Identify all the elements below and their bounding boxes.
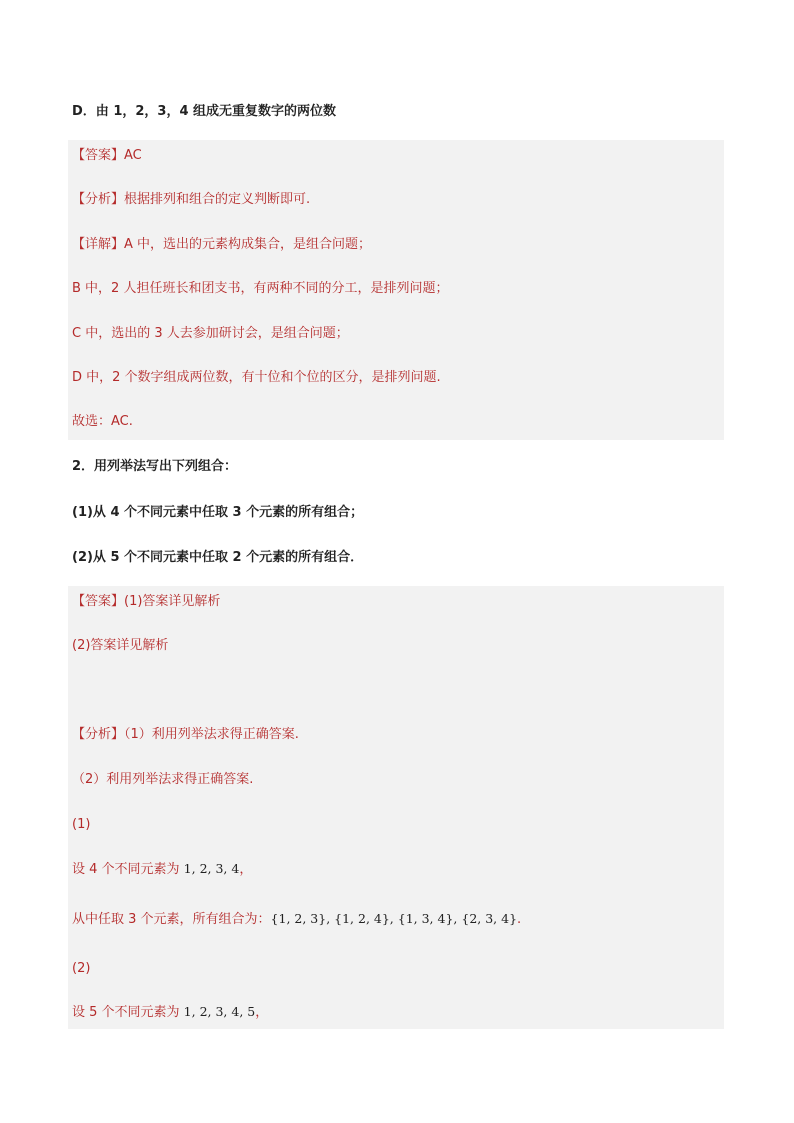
answer2-part2: (2)答案详见解析: [72, 638, 169, 653]
final-answer: 故选：AC.: [72, 414, 133, 429]
set5-suffix: ，: [255, 1005, 269, 1020]
detail-line-d: D 中，2 个数字组成两位数，有十位和个位的区分，是排列问题.: [72, 370, 441, 385]
part1-label: (1): [72, 817, 91, 832]
q2-part2: (2)从 5 个不同元素中任取 2 个元素的所有组合．: [72, 550, 364, 565]
set4-line: [72, 860, 252, 879]
analysis2-text2: （2）利用列举法求得正确答案.: [72, 772, 254, 787]
q2-stem: 2．用列举法写出下列组合：: [72, 459, 238, 474]
answer-tag: 【答案】: [72, 148, 125, 163]
set4-suffix: ，: [239, 862, 253, 877]
pick3-line: [72, 910, 521, 929]
analysis2-text1: （1）利用列举法求得正确答案.: [124, 727, 299, 742]
answer-line-1: [72, 147, 142, 165]
set4-math: 1, 2, 3, 4: [183, 861, 240, 876]
answer2-tag: 【答案】: [72, 594, 125, 609]
analysis2-tag: 【分析】: [72, 727, 125, 742]
analysis-line-1: [72, 191, 310, 209]
analysis-text: 根据排列和组合的定义判断即可.: [124, 192, 311, 207]
answer2-part1: (1)答案详见解析: [124, 594, 221, 609]
detail-line-c: C 中，选出的 3 人去参加研讨会，是组合问题；: [72, 326, 349, 341]
analysis-tag: 【分析】: [72, 192, 125, 207]
set5-math: 1, 2, 3, 4, 5: [183, 1004, 256, 1019]
answer2-line-1: [72, 593, 220, 611]
detail-line-a: [72, 236, 371, 254]
part2-label: (2): [72, 961, 91, 976]
pick3-math: {1, 2, 3}, {1, 2, 4}, {1, 3, 4}, {2, 3, 4}: [270, 911, 518, 926]
detail-text-a: A 中，选出的元素构成集合，是组合问题；: [124, 237, 372, 252]
set5-line: [72, 1003, 268, 1022]
pick3-prefix: 从中任取 3 个元素，所有组合为：: [72, 912, 271, 927]
option-d: D．由 1，2，3，4 组成无重复数字的两位数: [72, 104, 337, 119]
detail-line-b: B 中，2 人担任班长和团支书，有两种不同的分工，是排列问题；: [72, 281, 449, 296]
set4-prefix: 设 4 个不同元素为: [72, 862, 184, 877]
detail-tag: 【详解】: [72, 237, 125, 252]
pick3-suffix: .: [517, 912, 522, 927]
set5-prefix: 设 5 个不同元素为: [72, 1005, 184, 1020]
analysis2-line-1: [72, 726, 299, 744]
q2-part1: (1)从 4 个不同元素中任取 3 个元素的所有组合；: [72, 505, 364, 520]
answer-value: AC: [124, 148, 142, 163]
